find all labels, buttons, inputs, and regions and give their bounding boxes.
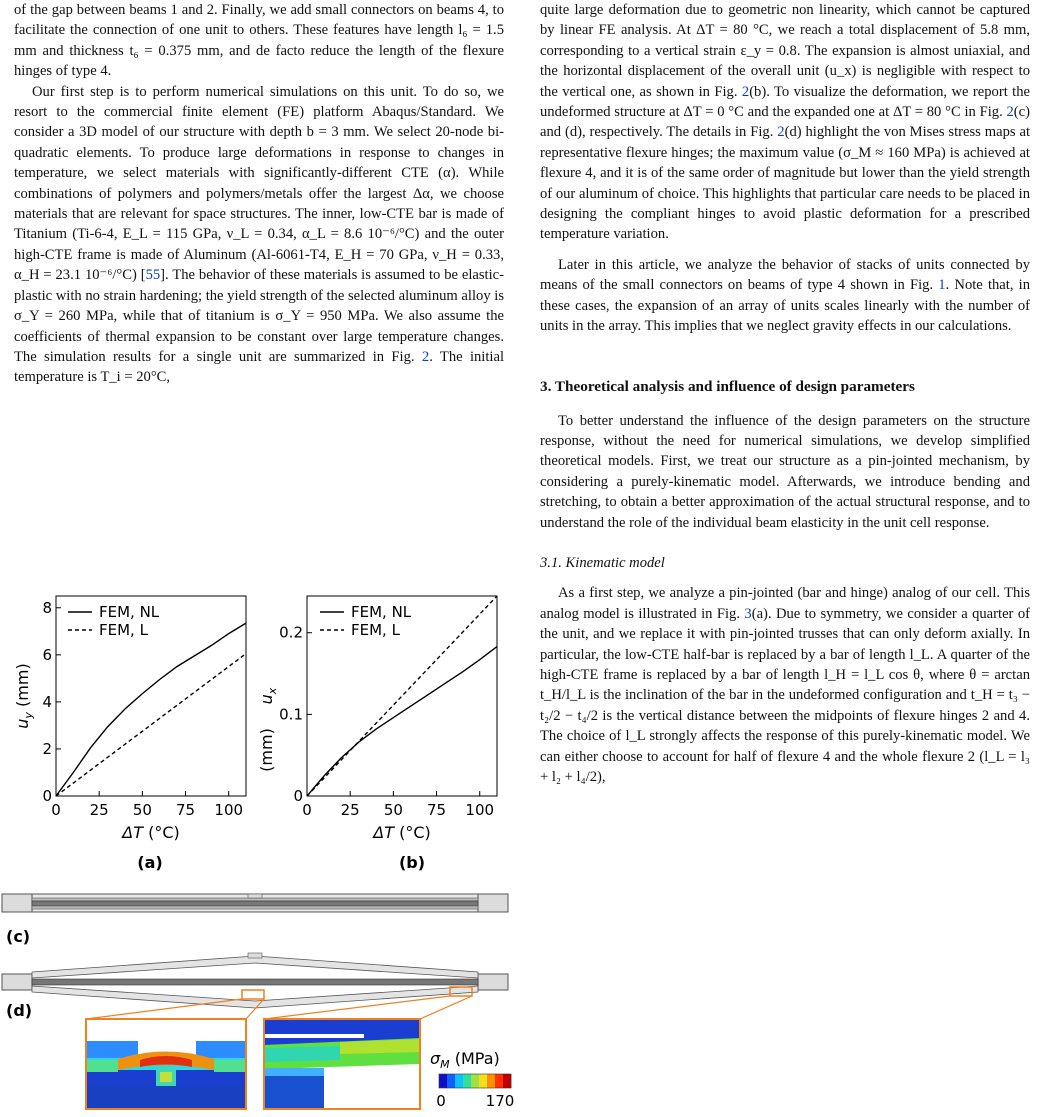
citation-link[interactable]: 55 [145, 267, 161, 284]
figure-link[interactable]: 2 [741, 83, 750, 100]
paragraph: Later in this article, we analyze the behavior of stacks of units connected by means of the small connectors on beams of type 4 shown in Fig. 1. Note that, in these cases, the expansion of an array of units scales linearly with the number of units in the array. This implies that we neglect gravity effects in our calculations. [540, 256, 1030, 335]
panel-label: (a) [137, 853, 163, 872]
paragraph: As a first step, we analyze a pin-jointed (bar and hinge) analog of our cell. This analog model is illustrated in Fig. 3(a). Due to symmetry, we consider a quarter of the unit, and we replace it with pin-jointed trusses that can only deform axially. In particular, the low-CTE half-bar is replaced by a bar of length l_L. A quarter of the high-CTE frame is replaced by a bar of length l_H = l_L cos θ, where θ = arctan t_H/l_L is the inclination of the bar in the undeformed configuration and t_H = t₃ − t₂/2 − t₄/2 is the vertical distance between the midpoints of flexure hinges 2 and 4. The choice of l_L strongly affects the response of this purely-kinematic model. We can either choose to account for half of flexure 4 and the whole flexure 2 (l_L = l₃ + l₂ + l₄/2), [540, 585, 1030, 785]
colorbar-segment [503, 1074, 511, 1088]
legend [68, 603, 160, 639]
panel-label: (b) [398, 853, 426, 872]
colorbar-segment [495, 1074, 503, 1088]
x-tick-label: 25 [89, 801, 109, 819]
stress-detail-flexure-4 [86, 1019, 246, 1109]
y-axis-unit: (mm) [257, 728, 276, 772]
section-heading: 3. Theoretical analysis and influence of design parameters [540, 377, 915, 395]
series-line-linear [56, 654, 246, 796]
legend-entry: FEM, NL [99, 603, 160, 621]
legend-entry: FEM, L [99, 621, 148, 639]
colorbar-segment [487, 1074, 495, 1088]
colorbar [430, 1049, 514, 1110]
figure-link[interactable]: 2 [421, 348, 430, 365]
colorbar-segment [447, 1074, 455, 1088]
paragraph: To better understand the influence of the design parameters on the structure response, without the need for numerical simulations, we develop simplified theoretical models. First, we treat our structure as a pin-jointed mechanism, by considering a purely-kinematic model. Afterwards, we introduce bending and stretching, to obtain a better approximation of the actual structural response, and to understand the role of the individual beam elasticity in the unit cell response. [540, 412, 1030, 531]
colorbar-segment [479, 1074, 487, 1088]
x-axis-label: ΔT (°C) [373, 823, 431, 842]
series-line-nonlinear [56, 623, 246, 796]
y-tick-label: 0.1 [279, 705, 303, 724]
x-tick-label: 100 [465, 801, 495, 819]
paragraph: quite large deformation due to geometric non linearity, which cannot be captured by linear FE analysis. At ΔT = 80 °C, we reach a total displacement of 5.8 mm, corresponding to a vertical strain ε_y = 0.8. The expansion is almost uniaxial, and the horizontal displacement of the overall unit (u_x) is negligible with respect to the vertical one, as shown in Fig. 2(b). To visualize the deformation, we report the undeformed structure at ΔT = 0 °C and the expanded one at ΔT = 80 °C in Fig. 2(c) and (d), respectively. The details in Fig. 2(d) highlight the von Mises stress maps at representative flexure hinges; the maximum value (σ_M ≈ 160 MPa) is achieved at flexure 4, and it is of the same order of magnitude but lower than the yield strength of our aluminum of choice. This highlights that particular care needs to be placed in designing the compliant hinges to avoid plastic deformation for a prescribed temperature variation. [540, 2, 1030, 243]
colorbar-max: 170 [485, 1092, 515, 1110]
x-tick-label: 0 [51, 801, 61, 819]
x-tick-label: 100 [214, 801, 244, 819]
colorbar-segment [471, 1074, 479, 1088]
figure-2 [0, 586, 520, 1113]
series-line-nonlinear [307, 647, 497, 796]
colorbar-label: $\sigma_M$ (MPa) [430, 1049, 500, 1071]
paragraph: of the gap between beams 1 and 2. Finally, we add small connectors on beams 4, to facilitate the connection of one unit to others. These features have length l₆ = 1.5 mm and thickness t₆ = 0.375 mm, and de facto reduce the length of the flexure hinges of type 4. [14, 2, 504, 80]
legend [320, 603, 412, 639]
plot-frame [56, 596, 246, 796]
colorbar-segment [455, 1074, 463, 1088]
x-tick-label: 25 [340, 801, 360, 819]
left-column [14, 0, 504, 388]
x-tick-label: 75 [175, 801, 196, 819]
y-tick-label: 2 [42, 739, 52, 758]
chart-uy [13, 596, 246, 872]
expanded-structure [2, 953, 508, 1020]
colorbar-segment [463, 1074, 471, 1088]
x-tick-label: 50 [132, 801, 152, 819]
figure-graphic [0, 586, 520, 1113]
y-tick-label: 0 [293, 787, 303, 805]
y-tick-label: 6 [42, 645, 52, 664]
y-tick-label: 0 [42, 787, 52, 805]
colorbar-min: 0 [436, 1092, 446, 1110]
colorbar-segment [439, 1074, 447, 1088]
undeformed-structure [2, 894, 508, 946]
x-tick-label: 0 [302, 801, 312, 819]
figure-link[interactable]: 2 [777, 124, 785, 141]
panel-label: (c) [6, 927, 31, 946]
figure-link[interactable]: 1 [938, 277, 946, 294]
y-tick-label: 4 [42, 692, 52, 711]
x-tick-label: 75 [426, 801, 447, 819]
figure-link[interactable]: 2 [1006, 104, 1014, 121]
subsection-heading: 3.1. Kinematic model [540, 554, 665, 571]
series-line-linear [307, 596, 497, 796]
chart-ux [257, 596, 497, 872]
right-column [540, 0, 1030, 787]
y-tick-label: 0.2 [279, 623, 303, 642]
panel-label: (d) [6, 1001, 33, 1020]
legend-entry: FEM, NL [351, 603, 412, 621]
x-axis-label: ΔT (°C) [122, 823, 180, 842]
y-axis-label: $u_x$ [257, 687, 279, 705]
detail-marker [242, 990, 264, 999]
legend-entry: FEM, L [351, 621, 400, 639]
y-axis-label: $u_y$ (mm) [13, 663, 35, 729]
figure-link[interactable]: 3 [744, 605, 752, 622]
x-tick-label: 50 [383, 801, 403, 819]
stress-detail-flexure-2 [264, 1019, 420, 1109]
paragraph: Our first step is to perform numerical simulations on this unit. To do so, we resort to the commercial finite element (FE) platform Abaqus/Standard. We consider a 3D model of our structure with depth b = 3 mm. We select 20-node bi-quadratic elements. To produce large deformations in response to changes in temperature, we select materials with significantly-different CTE (α). While combinations of polymers and polymers/metals offer the largest Δα, we choose materials that are relevant for space structures. The inner, low-CTE bar is made of Titanium (Ti-6-4, E_L = 115 GPa, ν_L = 0.34, α_L = 8.6 10⁻⁶/°C) and the outer high-CTE frame is made of Aluminum (Al-6061-T4, E_H = 70 GPa, ν_H = 0.33, α_H = 23.1 10⁻⁶/°C) [55]. The behavior of these materials is assumed to be elastic-plastic with no strain hardening; the yield strength of the selected aluminum alloy is σ_Y = 260 MPa, while that of titanium is σ_Y = 950 MPa. We also assume the coefficients of thermal expansion to be constant over large temperature changes. The simulation results for a single unit are summarized in Fig. 2. The initial temperature is T_i = 20°C, [14, 83, 505, 386]
y-tick-label: 8 [42, 598, 52, 617]
